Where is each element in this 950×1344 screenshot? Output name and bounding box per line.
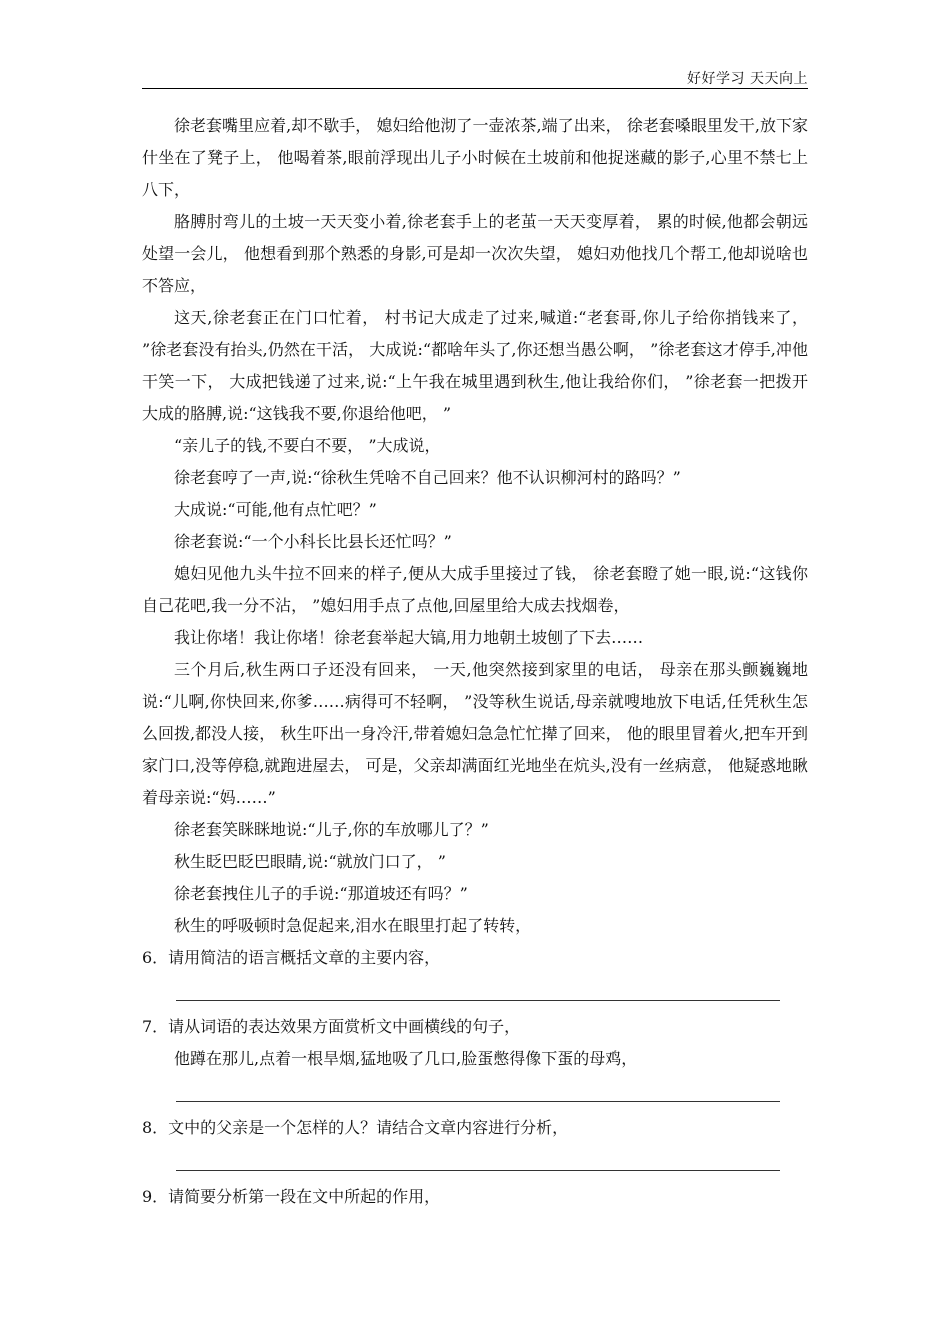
header-slogan: 好好学习 天天向上 [687, 71, 808, 87]
story-paragraph-6: 大成说:“可能,他有点忙吧？” [174, 500, 377, 519]
story-paragraph-14: 秋生的呼吸顿时急促起来,泪水在眼里打起了转转， [174, 916, 532, 935]
story-paragraph-3: 这天,徐老套正在门口忙着， 村书记大成走了过来,喊道:“老套哥,你儿子给你捎钱来了， ”徐老套没有抬头,仍然在干活， 大成说:“都啥年头了,你还想当愚公啊， ”徐老套这才停手,冲他干笑一下， 大成把钱递了过来,说:“上午我在城里遇到秋生,他让我给你们， ”徐老套一把拨开大成的胳膊,说:“这钱我不要,你退给他吧， ” [142, 308, 808, 423]
answer-line-6[interactable] [176, 974, 780, 1001]
question-9: 9．请简要分析第一段在文中所起的作用， [142, 1187, 441, 1206]
page-header [142, 64, 808, 89]
story-paragraph-1: 徐老套嘴里应着,却不歇手， 媳妇给他沏了一壶浓茶,端了出来， 徐老套嗓眼里发干,放下家什坐在了凳子上， 他喝着茶,眼前浮现出儿子小时候在土坡前和他捉迷藏的影子,心里不禁七上八下， [142, 116, 808, 199]
story-paragraph-2: 胳膊肘弯儿的土坡一天天变小着,徐老套手上的老茧一天天变厚着， 累的时候,他都会朝远处望一会儿， 他想看到那个熟悉的身影,可是却一次次失望， 媳妇劝他找几个帮工,他却说啥也不答应， [142, 212, 808, 295]
question-6: 6．请用简洁的语言概括文章的主要内容， [142, 948, 441, 967]
story-paragraph-4: “亲儿子的钱,不要白不要， ”大成说， [174, 436, 441, 455]
document-body [142, 110, 808, 1213]
story-paragraph-7: 徐老套说:“一个小科长比县长还忙吗？” [174, 532, 452, 551]
question-7-quoted-sentence: 他蹲在那儿,点着一根旱烟,猛地吸了几口,脸蛋憋得像下蛋的母鸡， [174, 1049, 638, 1068]
question-8: 8．文中的父亲是一个怎样的人？请结合文章内容进行分析， [142, 1118, 569, 1137]
story-paragraph-10: 三个月后,秋生两口子还没有回来， 一天,他突然接到家里的电话， 母亲在那头颤巍巍地说:“儿啊,你快回来,你爹……病得可不轻啊， ”没等秋生说话,母亲就嗖地放下电话,任凭秋生怎么回拨,都没人接， 秋生吓出一身冷汗,带着媳妇急急忙忙撵了回来， 他的眼里冒着火,把车开到家门口,没等停稳,就跑进屋去， 可是，父亲却满面红光地坐在炕头,没有一丝病意， 他疑惑地瞅着母亲说:“妈……” [142, 660, 808, 807]
question-7: 7．请从词语的表达效果方面赏析文中画横线的句子， [142, 1017, 521, 1036]
story-paragraph-9: 我让你堵！我让你堵！徐老套举起大镐,用力地朝土坡刨了下去…… [174, 628, 644, 647]
story-paragraph-8: 媳妇见他九头牛拉不回来的样子,便从大成手里接过了钱， 徐老套瞪了她一眼,说:“这钱你自己花吧,我一分不沾， ”媳妇用手点了点他,回屋里给大成去找烟卷， [142, 564, 808, 615]
story-paragraph-5: 徐老套哼了一声,说:“徐秋生凭啥不自己回来？他不认识柳河村的路吗？” [174, 468, 681, 487]
story-paragraph-12: 秋生眨巴眨巴眼睛,说:“就放门口了， ” [174, 852, 446, 871]
answer-line-8[interactable] [176, 1144, 780, 1171]
answer-line-7[interactable] [176, 1075, 780, 1102]
story-paragraph-11: 徐老套笑眯眯地说:“儿子,你的车放哪儿了？” [174, 820, 489, 839]
story-paragraph-13: 徐老套拽住儿子的手说:“那道坡还有吗？” [174, 884, 468, 903]
